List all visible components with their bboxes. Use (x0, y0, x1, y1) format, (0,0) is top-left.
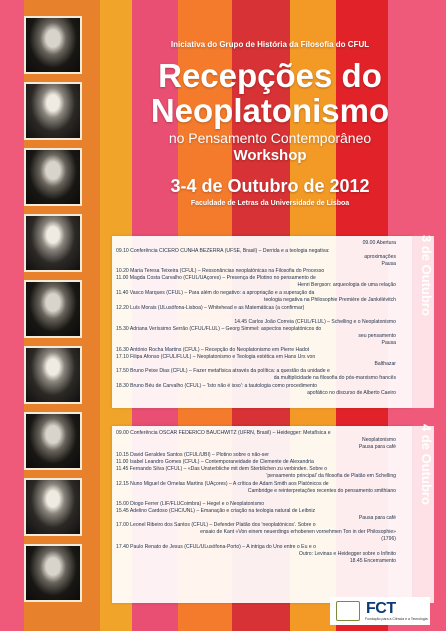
schedule-line: 18.45 Encerramento (349, 558, 396, 564)
schedule-line: 11.40 Vasco Marques (CFUL) – Para além do negativo: a apropriação e a superação da (116, 290, 315, 296)
schedule-line: aproximações (364, 254, 396, 260)
schedule-line: teologia negativa na Philosophie Première de Jankélévitch (264, 297, 396, 303)
event-venue: Faculdade de Letras da Universidade de Lisboa (190, 200, 350, 207)
schedule-line: Pausa (381, 261, 396, 267)
schedule-line: seu pensamento (358, 333, 396, 339)
schedule-line: apofático no discurso de Alberto Caeiro (307, 390, 396, 396)
schedule-line: 09.00 Abertura (362, 240, 396, 246)
schedule-line: (1796) (381, 536, 396, 542)
event-type: Workshop (233, 147, 307, 164)
event-date: 3-4 de Outubro de 2012 (170, 176, 370, 196)
schedule-line: Neoplatonismo (362, 437, 396, 443)
schedule-line: 09.00 Conferência OSCAR FEDERICO BAUCHWITZ (UFRN, Brasil) – Heidegger: Metafísica e (116, 430, 331, 436)
initiative-line: Iniciativa do Grupo de História da Filosofia do CFUL (170, 40, 370, 49)
schedule-line: 17.00 Leonel Ribeiro dos Santos (CFUL) – Defender Platão dos 'neoplatónicos'. Sobre o (116, 522, 316, 528)
portrait-photo (24, 16, 82, 74)
schedule-line: 17.50 Bruno Peixe Dias (CFUL) – Fazer metafísica através da política: a questão da unidade e (116, 368, 330, 374)
subtitle: no Pensamento Contemporâneo (168, 130, 372, 146)
schedule-line: Pausa (381, 340, 396, 346)
schedule-line: Henri Bergson: arqueologia de uma relação (297, 282, 396, 288)
schedule-line: Cambridge e reinterpretações recentes do pensamento smithiano (247, 488, 396, 494)
portrait-photo (24, 148, 82, 206)
portrait-photo (24, 280, 82, 338)
schedule-line: 11.00 Magda Costa Carvalho (CFUL/UAçores) – Presença de Plotino no pensamento de (116, 275, 316, 281)
schedule-line: Balthazar (374, 361, 396, 367)
fct-tagline: Fundação para a Ciência e a Tecnologia (365, 617, 428, 621)
fct-logo: FCT (366, 600, 396, 617)
schedule-line: 10.20 Maria Teresa Teixeira (CFUL) – Ressonâncias neoplatónicas na Filosofia do Processo (116, 268, 325, 274)
schedule-line: 11.00 Isabel Leandro Gomes (CFUL) – Contemporaneidade de Clemente de Alexandria (116, 459, 314, 465)
schedule-line: 12.20 Luís Morais (ULusófona-Lisboa) – Whitehead e as Matemáticas (a confirmar) (116, 305, 305, 311)
schedule-line: 18.30 Bruno Béu de Carvalho (CFUL) – 'Isto não é isso': a tautologia como procedimento (116, 383, 317, 389)
schedule-line: 09.10 Conferência CÍCERO CUNHA BEZERRA (UFSE, Brasil) – Derrida e a teologia negativa: (116, 248, 330, 254)
color-band (0, 0, 24, 631)
schedule-line: ensaio de Kant «Von einem neuerdings erhobenen vornehmen Ton in der Philosophie» (200, 529, 396, 535)
schedule-line: 17.40 Paulo Renato de Jesus (CFUL/ULusófona-Porto) – A intriga do Uno entre o Eu e o (116, 544, 316, 550)
schedule-line: Pausa para café (358, 515, 396, 521)
poster-header (120, 40, 420, 208)
day-two-label: 4 de Outubro (419, 424, 434, 505)
schedule-line: Pausa para café (358, 444, 396, 450)
portrait-photo (24, 346, 82, 404)
portrait-photo (24, 544, 82, 602)
portrait-photo (24, 214, 82, 272)
portrait-column (24, 16, 88, 610)
schedule-line: 'pensamento principal' da filosofia de Platão em Schelling (266, 473, 396, 479)
portrait-photo (24, 82, 82, 140)
title-line-2: Neoplatonismo (150, 92, 390, 129)
schedule-line: da multiplicidade na filosofia do pós-marxismo francês (273, 375, 396, 381)
schedule-line: 17.10 Filipa Afonso (CFUL/FLUL) – Neoplatonismo e Teologia estética em Hans Urs von (116, 354, 316, 360)
schedule-line: 12.15 Nuno Miguel de Ornelas Martins (UAçores) – A crítica de Adam Smith aos Platónicos de (116, 481, 329, 487)
schedule-line: 15.30 Adriana Veríssimo Serrão (CFUL/FLUL) – Georg Simmel: aspectos neoplatónicos do (116, 326, 322, 332)
schedule-line: 11.45 Fernando Silva (CFUL) – «Das Unsterbliche mit dem Sterblichen zu verbinden. Sobre o (116, 466, 328, 472)
schedule-line: 15.45 Adelino Cardoso (CHC/UNL) – Emanação e criação na teologia natural de Leibniz (116, 508, 316, 514)
schedule-line: Outro: Levinas e Heidegger sobre o Infinito (298, 551, 396, 557)
day-one-label: 3 de Outubro (419, 235, 434, 316)
university-seal-icon (336, 601, 360, 621)
schedule-line: 16.30 António Rocha Martins (CFUL) – Recepção do Neoplatonismo em Pierre Hadot (116, 347, 310, 353)
portrait-photo (24, 478, 82, 536)
schedule-line: 15.00 Diogo Ferrer (LIF/FLUCoimbra) – Hegel e o Neoplatonismo (116, 501, 265, 507)
schedule-line: 14.45 Carlos João Correia (CFUL/FLUL) – Schelling e o Neoplatonismo (234, 319, 396, 325)
title-line-1: Recepções do (158, 57, 382, 94)
portrait-photo (24, 412, 82, 470)
schedule-line: 10.15 David Geraldes Santos (CFUL/UBI) – Plotino sobre o não-ser (116, 452, 269, 458)
